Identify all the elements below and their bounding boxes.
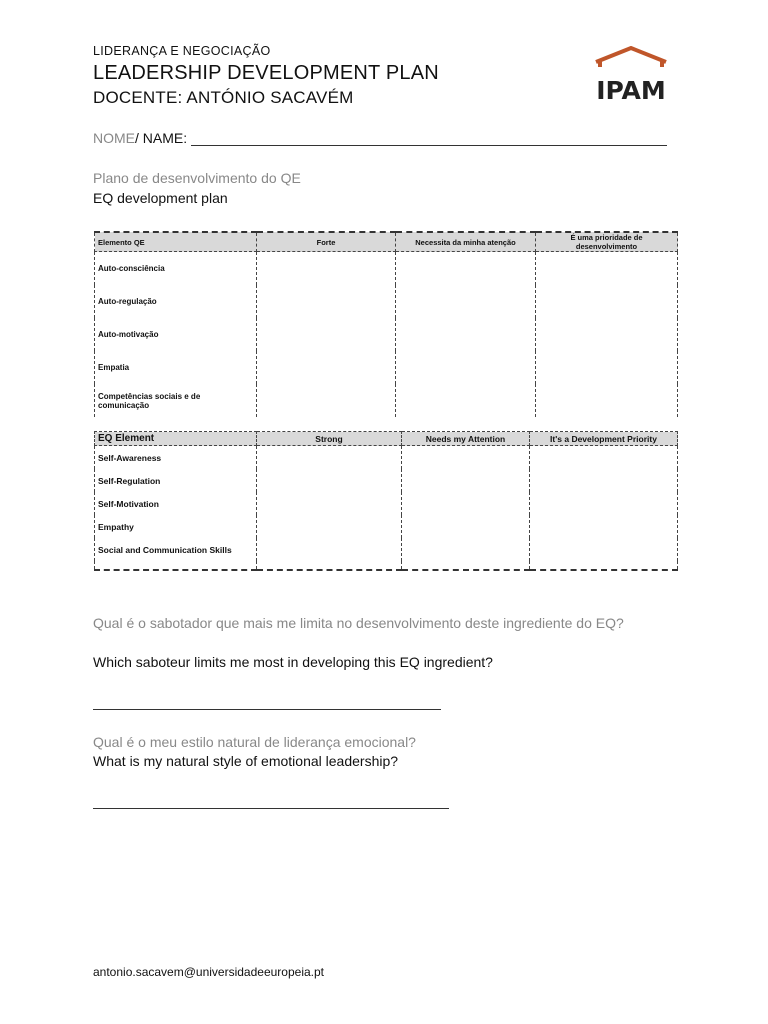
table-cell[interactable] bbox=[396, 351, 536, 384]
table-cell[interactable] bbox=[396, 384, 536, 417]
question-2-pt: Qual é o meu estilo natural de liderança emocional? bbox=[93, 734, 416, 750]
table-cell[interactable] bbox=[530, 515, 678, 538]
table-row bbox=[95, 515, 678, 538]
table-row bbox=[95, 318, 678, 351]
table-cell[interactable] bbox=[536, 318, 678, 351]
plan-title-pt: Plano de desenvolvimento do QE bbox=[93, 170, 301, 186]
table-cell[interactable] bbox=[530, 492, 678, 515]
table-row bbox=[95, 492, 678, 515]
table-cell[interactable] bbox=[257, 252, 396, 286]
question-1-en: Which saboteur limits me most in developing this EQ ingredient? bbox=[93, 654, 493, 670]
answer-line-1[interactable] bbox=[93, 708, 441, 710]
table-cell[interactable] bbox=[257, 515, 402, 538]
table-header: Strong bbox=[257, 432, 402, 446]
table-header: Needs my Attention bbox=[402, 432, 530, 446]
table-cell[interactable] bbox=[402, 492, 530, 515]
row-label: Self-Motivation bbox=[95, 492, 257, 515]
row-label: Empatia bbox=[95, 351, 257, 384]
row-label: Self-Regulation bbox=[95, 469, 257, 492]
table-cell[interactable] bbox=[402, 469, 530, 492]
table-cell[interactable] bbox=[536, 285, 678, 318]
teacher-name: DOCENTE: ANTÓNIO SACAVÉM bbox=[93, 88, 354, 107]
question-2-en: What is my natural style of emotional leadership? bbox=[93, 753, 399, 769]
table-row bbox=[95, 469, 678, 492]
document-title: LEADERSHIP DEVELOPMENT PLAN bbox=[93, 62, 439, 84]
table-cell[interactable] bbox=[530, 538, 678, 561]
table-cell[interactable] bbox=[396, 318, 536, 351]
row-label: Auto-motivação bbox=[95, 318, 257, 351]
table-row bbox=[95, 446, 678, 470]
table-cell[interactable] bbox=[536, 351, 678, 384]
table-header: É uma prioridade de desenvolvimento bbox=[536, 232, 678, 252]
table-cell[interactable] bbox=[257, 538, 402, 561]
table-cell[interactable] bbox=[402, 538, 530, 561]
table-header: Elemento QE bbox=[95, 232, 257, 252]
table-row bbox=[95, 285, 678, 318]
table-row bbox=[95, 561, 678, 570]
table-cell[interactable] bbox=[396, 252, 536, 286]
table-cell[interactable] bbox=[257, 446, 402, 470]
table-cell[interactable] bbox=[402, 446, 530, 470]
table-cell[interactable] bbox=[257, 285, 396, 318]
course-name: LIDERANÇA E NEGOCIAÇÃO bbox=[93, 44, 271, 58]
answer-line-2[interactable] bbox=[93, 807, 449, 809]
table-cell[interactable] bbox=[402, 515, 530, 538]
table-row bbox=[95, 252, 678, 286]
name-field bbox=[93, 130, 673, 146]
table-row bbox=[95, 351, 678, 384]
table-cell bbox=[95, 561, 257, 570]
table-header: Necessita da minha atenção bbox=[396, 232, 536, 252]
table-cell[interactable] bbox=[257, 351, 396, 384]
row-label: Auto-regulação bbox=[95, 285, 257, 318]
question-1-pt: Qual é o sabotador que mais me limita no desenvolvimento deste ingrediente do EQ? bbox=[93, 615, 624, 631]
table-header: EQ Element bbox=[95, 432, 257, 446]
table-row bbox=[95, 538, 678, 561]
table-cell[interactable] bbox=[257, 384, 396, 417]
footer-email: antonio.sacavem@universidadeeuropeia.pt bbox=[93, 965, 324, 979]
name-input-line[interactable] bbox=[191, 131, 667, 146]
table-cell[interactable] bbox=[396, 285, 536, 318]
plan-title-en: EQ development plan bbox=[93, 190, 228, 206]
table-cell[interactable] bbox=[530, 469, 678, 492]
table-cell[interactable] bbox=[257, 469, 402, 492]
table-cell[interactable] bbox=[536, 384, 678, 417]
row-label: Empathy bbox=[95, 515, 257, 538]
table-cell[interactable] bbox=[536, 252, 678, 286]
name-label-pt: NOME bbox=[93, 130, 135, 146]
row-label: Self-Awareness bbox=[95, 446, 257, 470]
table-row bbox=[95, 384, 678, 417]
table-header: Forte bbox=[257, 232, 396, 252]
logo-text: IPAM bbox=[596, 76, 666, 102]
table-header: It's a Development Priority bbox=[530, 432, 678, 446]
name-label-en: / NAME: bbox=[135, 130, 188, 146]
ipam-logo bbox=[590, 46, 672, 102]
row-label: Social and Communication Skills bbox=[95, 538, 257, 561]
table-cell bbox=[530, 561, 678, 570]
row-label: Competências sociais e de comunicação bbox=[95, 384, 257, 417]
eq-table-pt bbox=[94, 231, 678, 417]
table-cell[interactable] bbox=[530, 446, 678, 470]
table-cell bbox=[257, 561, 402, 570]
eq-table-en bbox=[94, 431, 678, 571]
table-cell[interactable] bbox=[257, 318, 396, 351]
table-cell[interactable] bbox=[257, 492, 402, 515]
row-label: Auto-consciência bbox=[95, 252, 257, 286]
table-cell bbox=[402, 561, 530, 570]
